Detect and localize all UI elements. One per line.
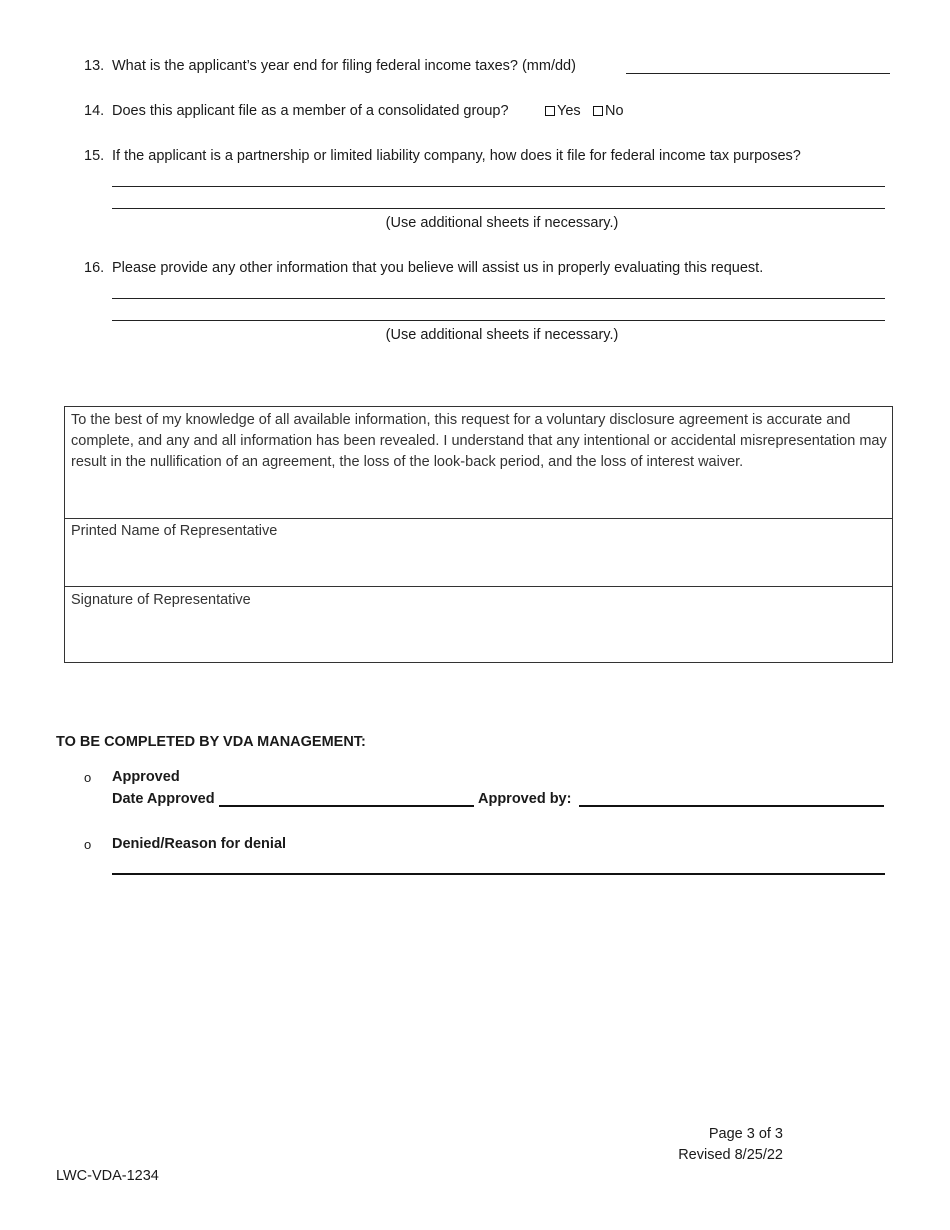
- question-number: 16.: [84, 260, 105, 276]
- denial-reason-field[interactable]: [112, 873, 885, 875]
- yes-checkbox[interactable]: [545, 106, 555, 116]
- approved-bullet: o: [84, 770, 92, 785]
- date-approved-field[interactable]: [219, 805, 474, 807]
- question-text: Does this applicant file as a member of a consolidated group?: [112, 103, 509, 119]
- approved-label: Approved: [112, 769, 180, 785]
- year-end-field[interactable]: [626, 73, 890, 74]
- question-text: Please provide any other information that you believe will assist us in properly evaluating this request.: [112, 260, 764, 276]
- signature-field[interactable]: [65, 586, 892, 663]
- question-number: 15.: [84, 148, 105, 164]
- question-number: 13.: [84, 58, 105, 74]
- certification-statement: To the best of my knowledge of all available information, this request for a voluntary disclosure agreement is accurate and complete, and any and all information has been revealed. I understand that any intentional or accidental misrepresentation may result in the nullification of an agreement, the loss of the look-back period, and the loss of interest waiver.: [71, 412, 887, 470]
- additional-sheets-note: (Use additional sheets if necessary.): [385, 327, 619, 343]
- form-id: LWC-VDA-1234: [56, 1168, 159, 1184]
- answer-line-2[interactable]: [112, 320, 885, 321]
- answer-line-2[interactable]: [112, 208, 885, 209]
- yes-label: Yes: [557, 103, 581, 119]
- revised-date: Revised 8/25/22: [678, 1147, 783, 1163]
- question-number: 14.: [84, 103, 105, 119]
- no-option[interactable]: [593, 103, 624, 119]
- printed-name-label: Printed Name of Representative: [71, 523, 278, 539]
- approved-by-field[interactable]: [579, 805, 884, 807]
- question-text: What is the applicant’s year end for filing federal income taxes? (mm/dd): [112, 58, 576, 74]
- answer-line-1[interactable]: [112, 298, 885, 299]
- no-checkbox[interactable]: [593, 106, 603, 116]
- no-label: No: [605, 103, 624, 119]
- approved-by-label: Approved by:: [478, 791, 572, 807]
- management-heading: TO BE COMPLETED BY VDA MANAGEMENT:: [56, 734, 366, 750]
- signature-label: Signature of Representative: [71, 592, 251, 608]
- answer-line-1[interactable]: [112, 186, 885, 187]
- date-approved-label: Date Approved: [112, 791, 215, 807]
- additional-sheets-note: (Use additional sheets if necessary.): [385, 215, 619, 231]
- yes-option[interactable]: [545, 103, 581, 119]
- denied-bullet: o: [84, 837, 92, 852]
- page-number: Page 3 of 3: [708, 1126, 783, 1142]
- certification-box: [64, 406, 893, 663]
- printed-name-field[interactable]: [65, 518, 892, 586]
- denied-label: Denied/Reason for denial: [112, 836, 287, 852]
- question-text: If the applicant is a partnership or limited liability company, how does it file for federal income tax purposes?: [112, 148, 801, 164]
